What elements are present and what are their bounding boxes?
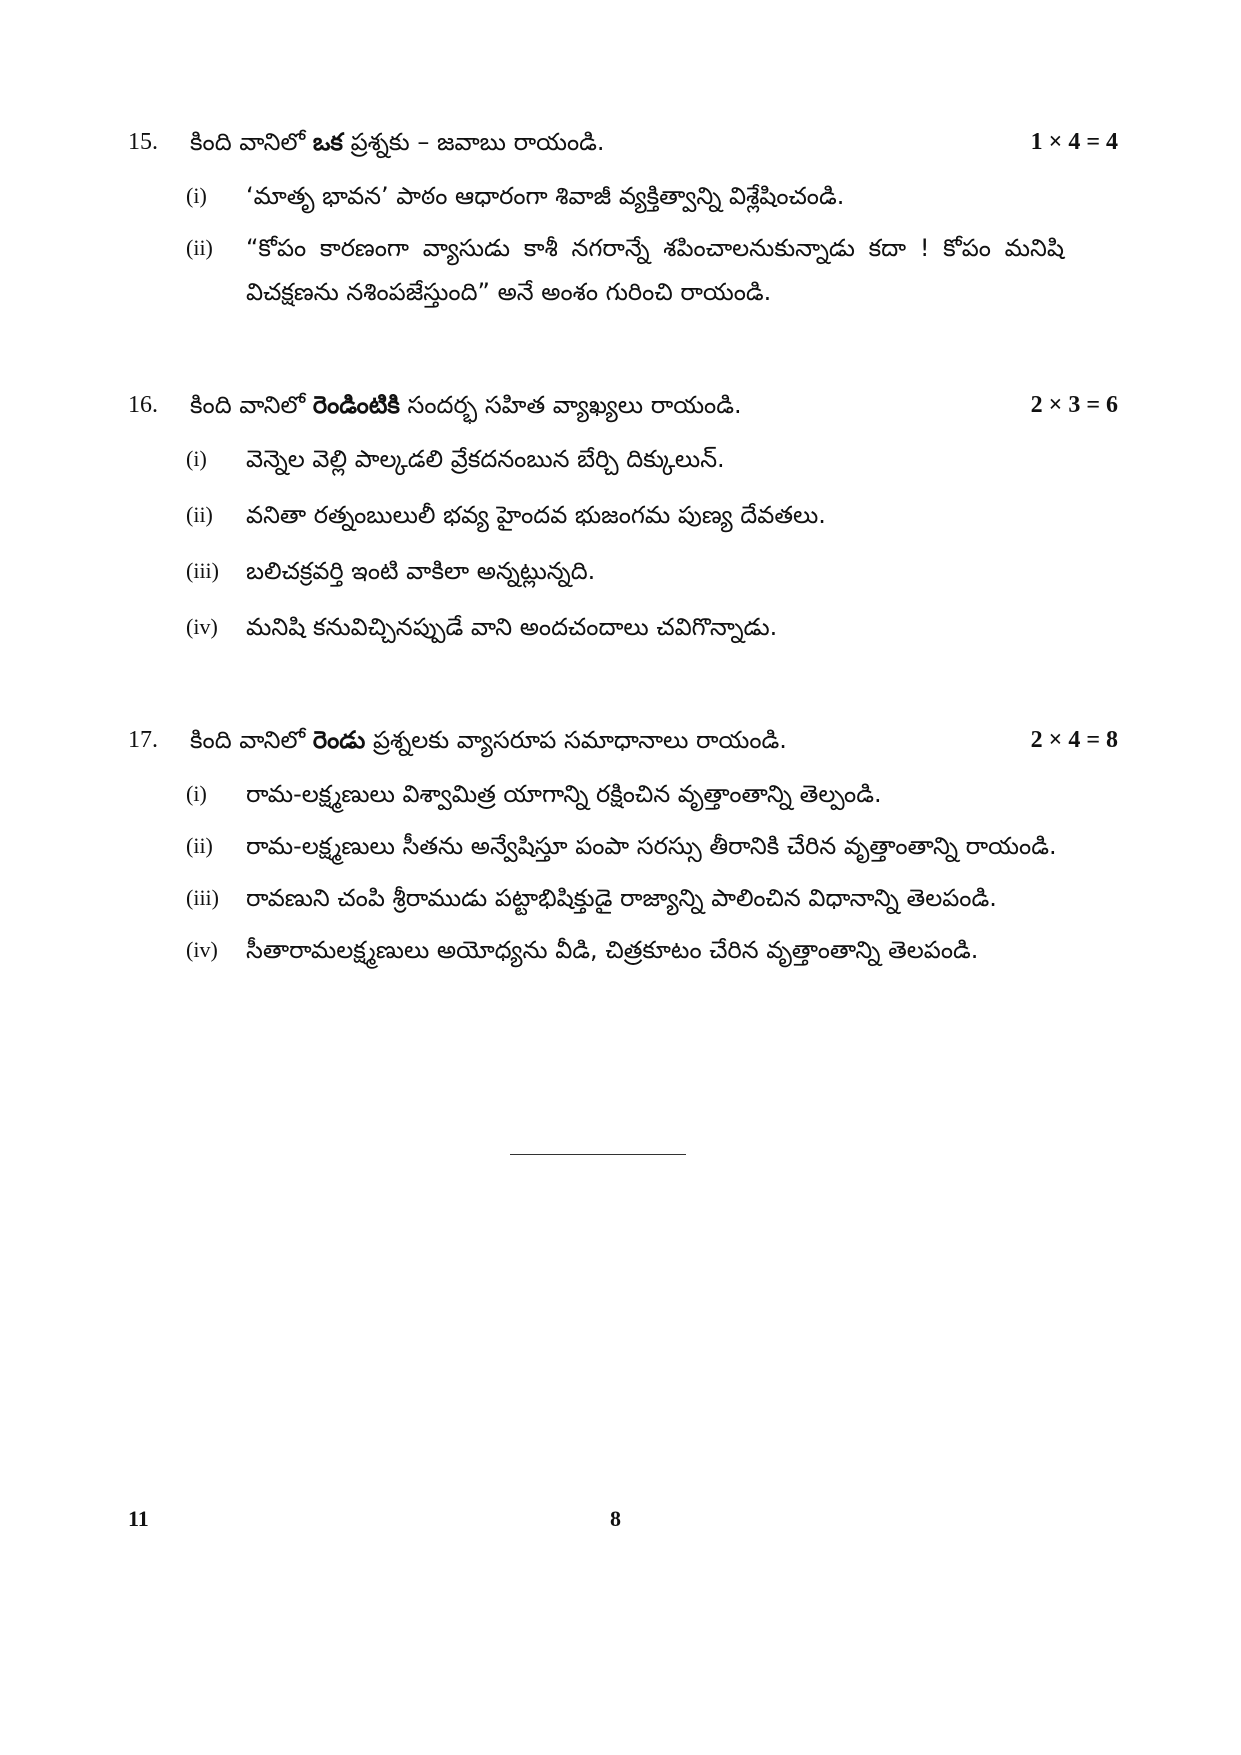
question-15 bbox=[128, 122, 1118, 314]
question-option bbox=[186, 226, 1064, 314]
question-17 bbox=[128, 720, 1118, 972]
instruction-emphasis: రెండు bbox=[312, 726, 366, 754]
option-label: (iv) bbox=[186, 614, 218, 639]
option-label: (iii) bbox=[186, 885, 219, 910]
instruction-text: ప్రశ్నలకు వ్యాసరూప సమాధానాలు రాయండి. bbox=[365, 726, 787, 754]
option-label: (iii) bbox=[186, 558, 219, 583]
question-number: 16. bbox=[128, 392, 158, 418]
instruction-text: కింది వానిలో bbox=[190, 726, 313, 754]
question-instruction bbox=[190, 385, 742, 425]
question-instruction bbox=[190, 122, 605, 162]
option-text: సీతారామలక్ష్మణులు అయోధ్యను వీడి, చిత్రకూటం చేరిన వృత్తాంతాన్ని తెలపండి. bbox=[246, 936, 979, 964]
question-option bbox=[186, 549, 1064, 593]
question-option bbox=[186, 928, 1064, 972]
option-label: (i) bbox=[186, 446, 207, 471]
instruction-text: సందర్భ సహిత వ్యాఖ్యలు రాయండి. bbox=[399, 391, 742, 419]
question-number: 17. bbox=[128, 727, 158, 753]
option-label: (ii) bbox=[186, 833, 213, 858]
option-label: (i) bbox=[186, 781, 207, 806]
option-text: వెన్నెల వెల్లి పాల్కడలి వ్రేకదనంబున బేర్చి దిక్కులున్. bbox=[246, 445, 725, 473]
question-option bbox=[186, 493, 1064, 537]
question-option bbox=[186, 772, 1064, 816]
option-text: రావణుని చంపి శ్రీరాముడు పట్టాభిషిక్తుడై రాజ్యాన్ని పాలించిన విధానాన్ని తెలపండి. bbox=[246, 884, 997, 912]
question-marks: 1 × 4 = 4 bbox=[1030, 129, 1118, 155]
question-marks: 2 × 4 = 8 bbox=[1030, 727, 1118, 753]
instruction-emphasis: ఒక bbox=[312, 128, 343, 156]
page-number: 8 bbox=[610, 1506, 621, 1531]
option-text: ‘మాతృ భావన’ పాఠం ఆధారంగా శివాజీ వ్యక్తిత్వాన్ని విశ్లేషించండి. bbox=[246, 182, 845, 210]
question-option bbox=[186, 824, 1064, 868]
question-instruction bbox=[190, 720, 787, 760]
paper-code: 11 bbox=[128, 1506, 149, 1531]
option-label: (ii) bbox=[186, 502, 213, 527]
instruction-text: కింది వానిలో bbox=[190, 391, 313, 419]
section-end-rule bbox=[510, 1154, 686, 1155]
instruction-text: ప్రశ్నకు – జవాబు రాయండి. bbox=[342, 128, 605, 156]
question-option bbox=[186, 605, 1064, 649]
question-number: 15. bbox=[128, 129, 158, 155]
question-header bbox=[128, 122, 1118, 162]
option-text: వనితా రత్నంబులులీ భవ్య హైందవ భుజంగమ పుణ్య దేవతలు. bbox=[246, 501, 826, 529]
question-header bbox=[128, 385, 1118, 425]
question-option bbox=[186, 437, 1064, 481]
question-16 bbox=[128, 385, 1118, 649]
option-label: (iv) bbox=[186, 937, 218, 962]
option-text: రామ-లక్ష్మణులు సీతను అన్వేషిస్తూ పంపా సరస్సు తీరానికి చేరిన వృత్తాంతాన్ని రాయండి. bbox=[246, 832, 1057, 860]
option-text: రామ-లక్ష్మణులు విశ్వామిత్ర యాగాన్ని రక్షించిన వృత్తాంతాన్ని తెల్పండి. bbox=[246, 780, 882, 808]
option-text: మనిషి కనువిచ్చినప్పుడే వాని అందచందాలు చవిగొన్నాడు. bbox=[246, 613, 778, 641]
instruction-text: కింది వానిలో bbox=[190, 128, 313, 156]
option-label: (i) bbox=[186, 183, 207, 208]
instruction-emphasis: రెండింటికి bbox=[312, 391, 400, 419]
option-text: బలిచక్రవర్తి ఇంటి వాకిలా అన్నట్లున్నది. bbox=[246, 557, 596, 585]
question-header bbox=[128, 720, 1118, 760]
option-label: (ii) bbox=[186, 235, 213, 260]
question-option bbox=[186, 174, 1064, 218]
option-text: “కోపం కారణంగా వ్యాసుడు కాశీ నగరాన్నే శపించాలనుకున్నాడు కదా ! కోపం మనిషి విచక్షణను నశింపజేస్తుంది” అనే అంశం గురించి రాయండి. bbox=[246, 234, 1064, 306]
question-marks: 2 × 3 = 6 bbox=[1030, 392, 1118, 418]
question-option bbox=[186, 876, 1064, 920]
